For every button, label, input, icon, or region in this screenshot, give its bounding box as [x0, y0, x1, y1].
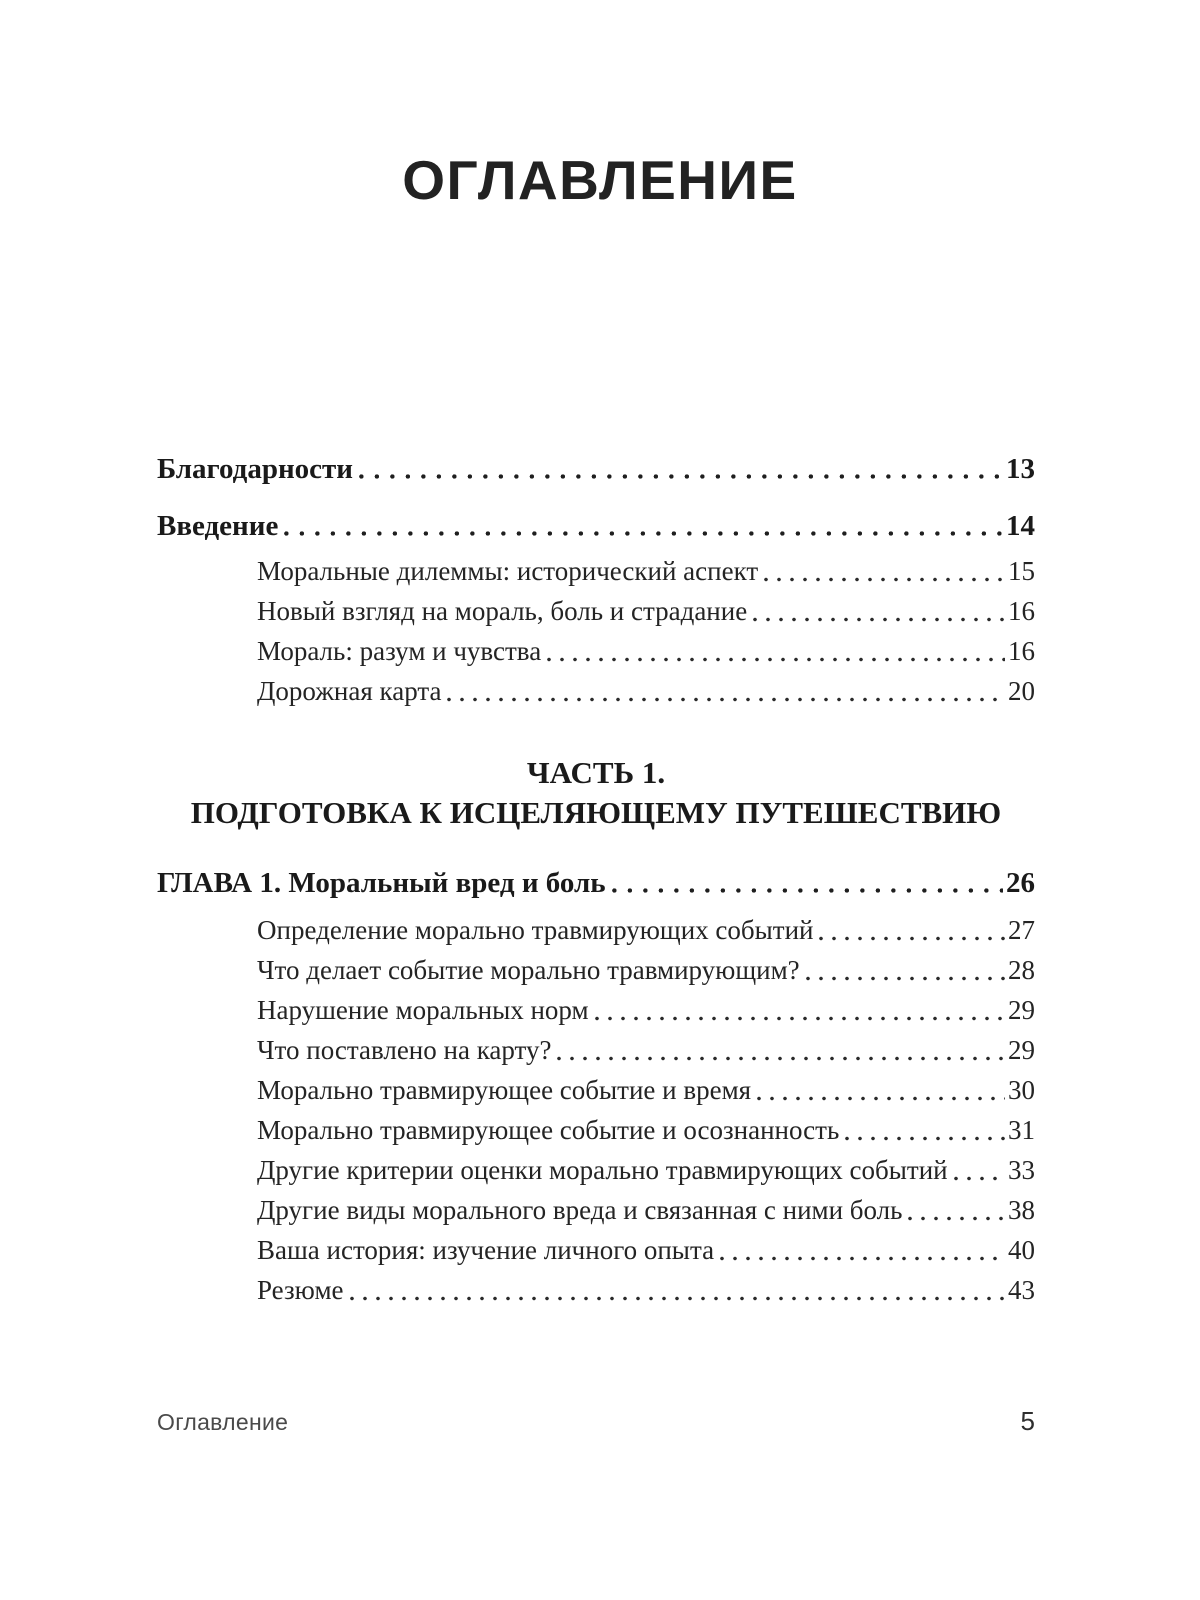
toc-entry-page-number: 33 [1008, 1155, 1035, 1185]
page-footer [157, 1406, 1035, 1437]
toc-entry [157, 1070, 1035, 1110]
toc-entry-label: Введение [157, 510, 279, 542]
toc-part-heading-line: ПОДГОТОВКА К ИСЦЕЛЯЮЩЕМУ ПУТЕШЕСТВИЮ [190, 795, 1002, 830]
dot-leader [441, 671, 1008, 711]
toc-entry-page-number: 30 [1008, 1075, 1035, 1105]
toc-entry-label: Моральные дилеммы: исторический аспект [257, 556, 759, 586]
toc-entry-label: Что поставлено на карту? [257, 1035, 552, 1065]
dot-leader [747, 591, 1008, 631]
toc-entry-page-number: 26 [1006, 867, 1035, 899]
dot-leader [541, 631, 1008, 671]
toc-entry-page-number: 43 [1008, 1275, 1035, 1305]
toc-entry [157, 1190, 1035, 1230]
toc-entry [157, 506, 1035, 546]
toc-entry-label: Морально травмирующее событие и время [257, 1075, 752, 1105]
toc-part-heading [157, 753, 1035, 833]
toc-entry-page-number: 16 [1008, 596, 1035, 626]
toc-entry-page-number: 38 [1008, 1195, 1035, 1225]
dot-leader [839, 1110, 1008, 1150]
toc-entry-page-number: 13 [1006, 453, 1035, 485]
table-of-contents [157, 449, 1035, 1310]
footer-section-label: Оглавление [157, 1409, 289, 1435]
dot-leader [800, 950, 1008, 990]
footer-page-number: 5 [1020, 1406, 1035, 1436]
toc-entry-page-number: 16 [1008, 636, 1035, 666]
toc-entry-page-number: 29 [1008, 1035, 1035, 1065]
toc-entry [157, 631, 1035, 671]
toc-part-heading-line: ЧАСТЬ 1. [526, 755, 666, 790]
dot-leader [948, 1150, 1008, 1190]
toc-entry-label: Морально травмирующее событие и осознанность [257, 1115, 840, 1145]
toc-entry-label: Дорожная карта [257, 676, 442, 706]
toc-entry [157, 591, 1035, 631]
toc-entry [157, 449, 1035, 489]
toc-entry-label: Что делает событие морально травмирующим? [257, 955, 800, 985]
toc-entry-label: Благодарности [157, 453, 354, 485]
dot-leader [589, 990, 1008, 1030]
toc-entry-label: Резюме [257, 1275, 344, 1305]
toc-entry-label: Мораль: разум и чувства [257, 636, 542, 666]
toc-entry-label: Другие критерии оценки морально травмирующих событий [257, 1155, 948, 1185]
toc-entry-page-number: 40 [1008, 1235, 1035, 1265]
toc-entry-page-number: 14 [1006, 510, 1035, 542]
toc-entry [157, 1030, 1035, 1070]
toc-entry-label: Другие виды морального вреда и связанная с ними боль [257, 1195, 903, 1225]
toc-entry-page-number: 15 [1008, 556, 1035, 586]
dot-leader [813, 910, 1008, 950]
toc-entry-label: Нарушение моральных норм [257, 995, 589, 1025]
toc-entry-page-number: 27 [1008, 915, 1035, 945]
toc-entry-label: Новый взгляд на мораль, боль и страдание [257, 596, 748, 626]
dot-leader [344, 1270, 1008, 1310]
toc-entry-label: ГЛАВА 1. Моральный вред и боль [157, 867, 606, 899]
dot-leader [751, 1070, 1008, 1110]
toc-entry-page-number: 29 [1008, 995, 1035, 1025]
dot-leader [902, 1190, 1008, 1230]
toc-entry-page-number: 28 [1008, 955, 1035, 985]
dot-leader [551, 1030, 1008, 1070]
dot-leader [606, 863, 1006, 903]
page-title: ОГЛАВЛЕНИЕ [402, 149, 798, 211]
toc-entry [157, 863, 1035, 903]
toc-entry-label: Ваша история: изучение личного опыта [257, 1235, 715, 1265]
dot-leader [758, 551, 1008, 591]
dot-leader [278, 506, 1006, 546]
toc-entry [157, 1230, 1035, 1270]
toc-entry [157, 551, 1035, 591]
toc-entry [157, 1270, 1035, 1310]
toc-entry [157, 1110, 1035, 1150]
toc-entry-page-number: 31 [1008, 1115, 1035, 1145]
toc-entry [157, 671, 1035, 711]
toc-entry-page-number: 20 [1008, 676, 1035, 706]
toc-entry [157, 910, 1035, 950]
dot-leader [714, 1230, 1008, 1270]
toc-entry-label: Определение морально травмирующих событий [257, 915, 814, 945]
dot-leader [353, 449, 1006, 489]
toc-entry [157, 990, 1035, 1030]
toc-entry [157, 1150, 1035, 1190]
toc-entry [157, 950, 1035, 990]
